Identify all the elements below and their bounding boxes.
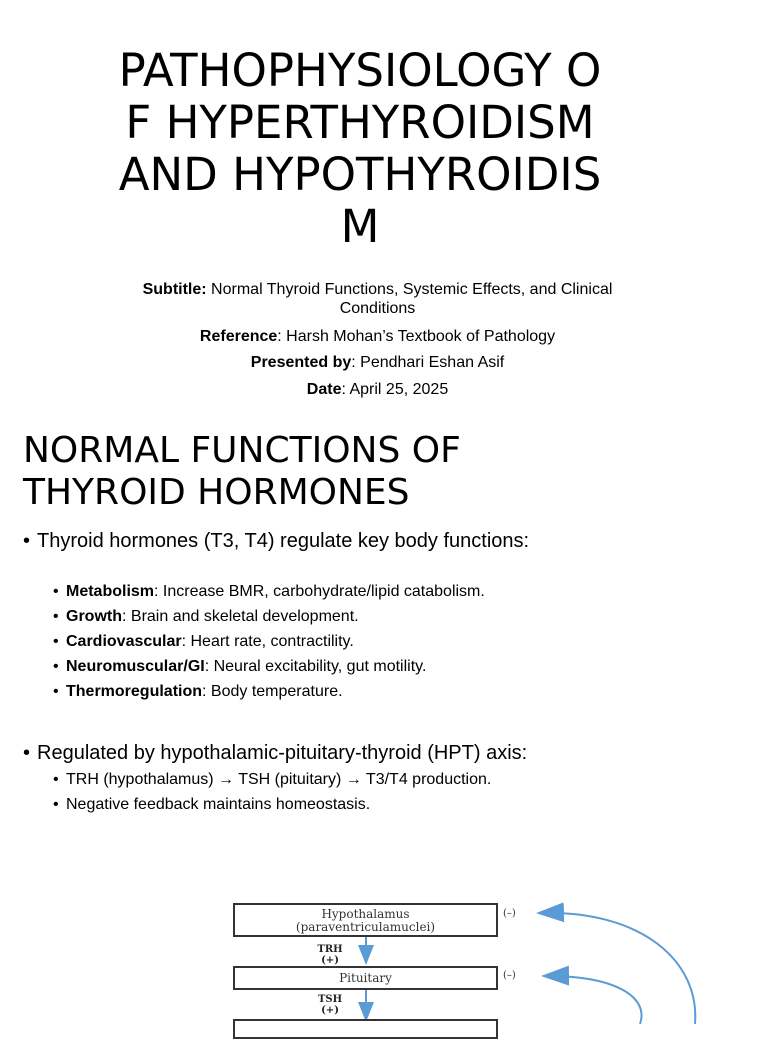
function-desc: : Increase BMR, carbohydrate/lipid catabolism.: [154, 583, 485, 600]
bullet-glyph: •: [53, 771, 59, 788]
function-item: [53, 607, 359, 627]
bullet-glyph: •: [53, 658, 59, 675]
axis-point: [53, 795, 370, 815]
bullet-glyph: •: [53, 583, 59, 600]
presented-by-line: [110, 353, 645, 372]
pituitary-box: [233, 966, 498, 990]
presented-by-label: Presented by: [250, 354, 352, 371]
date-value: : April 25, 2025: [341, 381, 449, 398]
bullet-text: Regulated by hypothalamic-pituitary-thyroid (HPT) axis:: [37, 742, 528, 764]
reference-value: : Harsh Mohan’s Textbook of Pathology: [277, 328, 556, 345]
section-heading: NORMAL FUNCTIONS OF THYROID HORMONES: [23, 430, 461, 513]
feedback-curve-pituitary: [545, 976, 642, 1024]
tsh-sign: (+): [321, 1005, 339, 1016]
axis-point: [53, 770, 491, 790]
hypothalamus-box: [233, 903, 498, 937]
pituitary-label: Pituitary: [339, 971, 392, 985]
thyroid-box: [233, 1019, 498, 1039]
bullet-glyph: •: [23, 742, 31, 764]
subtitle-value: Normal Thyroid Functions, Systemic Effects, and Clinical Conditions: [206, 281, 613, 317]
tsh-label: [310, 994, 350, 1016]
tsh-text: TSH: [317, 994, 343, 1005]
feedback-curve-hypothalamus: [540, 913, 695, 1024]
hypothalamus-sublabel: (paraventriculamuclei): [295, 920, 436, 934]
function-term: Neuromuscular/GI: [66, 658, 205, 675]
function-term: Thermoregulation: [66, 683, 203, 700]
function-item: [53, 632, 354, 652]
trh-sign: (+): [321, 955, 339, 966]
presented-by-value: : Pendhari Eshan Asif: [351, 354, 505, 371]
subtitle-label: Subtitle:: [142, 281, 207, 298]
axis-point-text: TRH (hypothalamus) → TSH (pituitary) → T3/T4 production.: [66, 771, 492, 788]
function-term: Metabolism: [66, 583, 155, 600]
subtitle-line: [110, 280, 645, 318]
function-term: Growth: [66, 608, 122, 625]
negative-feedback-label: (–): [503, 908, 516, 919]
function-desc: : Body temperature.: [202, 683, 343, 700]
bullet-thyroid-hormones: [23, 529, 529, 553]
bullet-glyph: •: [53, 633, 59, 650]
trh-label: [310, 944, 350, 966]
date-label: Date: [306, 381, 342, 398]
bullet-hpt-axis: [23, 741, 527, 765]
bullet-glyph: •: [53, 796, 59, 813]
function-desc: : Heart rate, contractility.: [181, 633, 354, 650]
bullet-glyph: •: [53, 683, 59, 700]
axis-point-text: Negative feedback maintains homeostasis.: [66, 796, 371, 813]
date-line: [110, 380, 645, 399]
reference-line: [110, 327, 645, 346]
bullet-glyph: •: [23, 530, 31, 552]
reference-label: Reference: [199, 328, 278, 345]
slide-title: PATHOPHYSIOLOGY OF HYPERTHYROIDISM AND HYPOTHYROIDISM: [118, 44, 602, 253]
function-desc: : Neural excitability, gut motility.: [204, 658, 427, 675]
function-item: [53, 657, 426, 677]
negative-feedback-label: (–): [503, 970, 516, 981]
function-term: Cardiovascular: [66, 633, 182, 650]
function-item: [53, 682, 343, 702]
bullet-text: Thyroid hormones (T3, T4) regulate key body functions:: [37, 530, 530, 552]
hypothalamus-label: Hypothalamus: [321, 907, 410, 921]
trh-text: TRH: [317, 944, 343, 955]
function-item: [53, 582, 485, 602]
bullet-glyph: •: [53, 608, 59, 625]
function-desc: : Brain and skeletal development.: [122, 608, 359, 625]
